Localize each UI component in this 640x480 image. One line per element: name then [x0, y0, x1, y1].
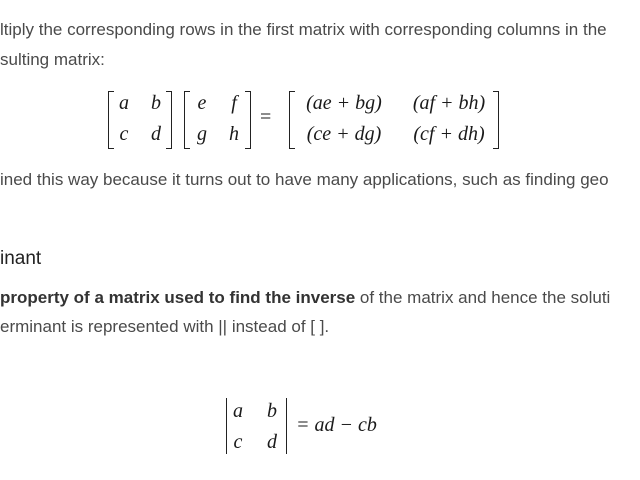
- matrix-a-cell: d: [151, 123, 161, 145]
- determinant-cell: c: [233, 431, 243, 453]
- text-rest: of the matrix and hence the soluti: [355, 288, 611, 307]
- determinant-result: = ad − cb: [296, 414, 377, 436]
- matrix-b-cell: e: [197, 92, 207, 114]
- matrix-b-cell: h: [229, 123, 239, 145]
- determinant-left-bar: [226, 398, 227, 454]
- matrix-c-cell: (ae + bg): [306, 92, 382, 114]
- matrix-a-cell: c: [119, 123, 129, 145]
- equals-sign: =: [260, 106, 272, 128]
- determinant-right-bar: [286, 398, 287, 454]
- text-line-determinant-notation: erminant is represented with || instead of [ ].: [0, 317, 330, 336]
- determinant-cell: a: [233, 400, 243, 422]
- matrix-c-cell: (ce + dg): [306, 123, 382, 145]
- bold-phrase-inverse: property of a matrix used to find the inverse: [0, 288, 356, 307]
- matrix-a-cell: a: [119, 92, 129, 114]
- matrix-a-cell: b: [151, 92, 161, 114]
- text-line-defined-this-way: ined this way because it turns out to have many applications, such as finding geo: [0, 170, 609, 189]
- matrix-b-cell: g: [197, 123, 207, 145]
- text-line-multiply: ltiply the corresponding rows in the first matrix with corresponding columns in the: [0, 20, 607, 39]
- matrix-c-cell: (af + bh): [412, 92, 486, 114]
- text-line-resulting-matrix: sulting matrix:: [0, 50, 105, 69]
- matrix-b-cell: f: [231, 92, 237, 114]
- matrix-c-cell: (cf + dh): [413, 123, 485, 145]
- determinant-cell: b: [267, 400, 277, 422]
- section-heading-determinant: inant: [0, 248, 42, 269]
- determinant-cell: d: [267, 431, 277, 453]
